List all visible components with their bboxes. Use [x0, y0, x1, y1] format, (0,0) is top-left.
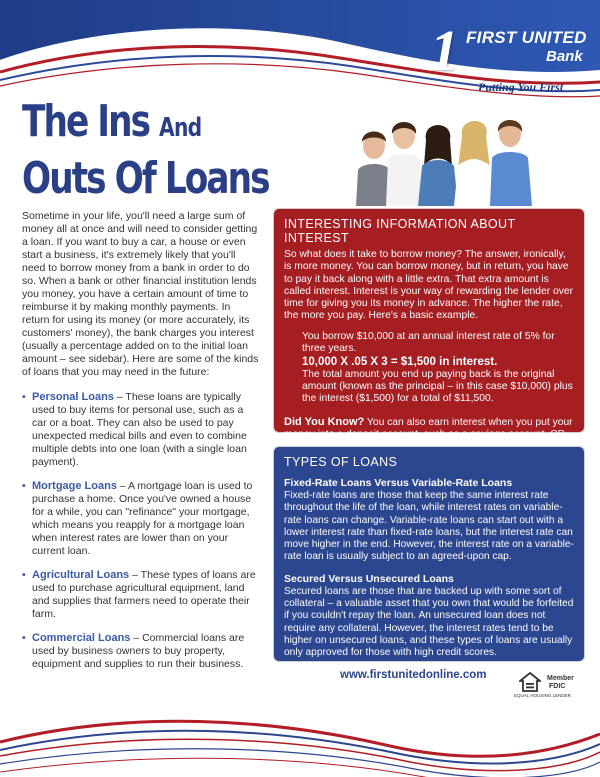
title-line2: Outs Of Loans: [22, 153, 269, 204]
bullet-icon: •: [22, 480, 26, 492]
loan-description: – These loans are typically used to buy items for personal use, such as a car or a boat. They can also be used to pay unexpected medical bills and even to combine multiple debts into one loan (with a single loan payment).: [32, 391, 247, 468]
section-title: Secured Versus Unsecured Loans: [284, 572, 454, 585]
main-article: [22, 210, 260, 682]
intro-paragraph: Sometime in your life, you'll need a large sum of money all at once and will need to consider getting a loan. If you want to buy a car, a house or even start a business, it's extremely likely that you'll need to borrow money from a bank in order to do so. When a bank or other financial institution lends you money, you have a certain amount of time to reimburse it by making monthly payments. In return for using its money (or more accurately, its customers' money), the bank charges you interest (usually a percentage added on to the initial loan amount – see sidebar). Here are some of the kinds of loans that you may need in the future:: [22, 210, 259, 378]
bank-logo: [430, 18, 595, 102]
interest-result: The total amount you end up paying back is the original amount (known as the principal – in this case $10,000) plus the interest ($1,500) for a total of $11,500.: [302, 368, 573, 405]
section-text: Secured loans are those that are backed up with some sort of collateral – a valuable asset that you own that would be forfeited if you couldn't repay the loan. An unsecured loan does not require any collateral. However, the interest rates tend to be higher on unsecured loans, and these types of loans are usually only approved for those with high credit scores.: [284, 585, 574, 659]
logo-tagline: Putting You First: [478, 80, 564, 94]
types-sidebar: [273, 446, 585, 662]
fdic-badge: Member FDIC: [547, 675, 574, 690]
did-you-know-label: Did You Know?: [284, 415, 365, 428]
bullet-icon: •: [22, 569, 26, 581]
did-you-know-text: You can also earn interest when you put your money into a deposit account, such as a savings account, CD: [284, 416, 573, 440]
interest-heading: INTERESTING INFORMATION ABOUT INTEREST: [284, 217, 516, 245]
footer-swoosh: [0, 690, 600, 777]
bullet-icon: •: [22, 632, 26, 644]
interest-sidebar: [273, 208, 585, 440]
website-link[interactable]: www.firstunitedonline.com: [340, 669, 487, 681]
interest-example: You borrow $10,000 at an annual interest rate of 5% for three years.: [302, 330, 555, 355]
section-title: Fixed-Rate Loans Versus Variable-Rate Loans: [284, 477, 513, 489]
loan-description: – Commercial loans are used by business owners to buy property, equipment and supplies to run their business.: [32, 632, 245, 670]
loan-description: – These types of loans are used to purchase agricultural equipment, land and supplies that farmers need to operate their farm.: [32, 569, 256, 620]
title-line1: The Ins And: [22, 96, 202, 147]
logo-bank: Bank: [546, 48, 583, 65]
loan-item: [22, 632, 260, 671]
loan-item: [22, 569, 260, 621]
bullet-icon: •: [22, 391, 26, 403]
section-text: Fixed-rate loans are those that keep the same interest rate throughout the life of the loan, while interest rates on variable-rate loans can change. Variable-rate loans can start out with a lower interest rate than fixed-rate loans, but the interest rate can move higher in the end. However, the interest rate on a variable-rate loan is usually subject to an agreed-upon cap.: [284, 490, 574, 563]
loan-item: [22, 480, 260, 558]
loan-description: – A mortgage loan is used to purchase a home. Once you've owned a house for a while, you can "refinance" your mortgage, which means you reapply for a mortgage loan when interest rates are lower than on your current loan.: [32, 480, 253, 557]
loan-name: Personal Loans: [32, 391, 114, 403]
interest-body: So what does it take to borrow money? The answer, ironically, is more money. You can borrow money, but in return, you have to pay it back along with a little extra. That extra amount is called interest. Interest is your way of rewarding the lender over time for giving you its money in advance. The higher the rate, the more you pay. Here's a basic example.: [284, 249, 574, 322]
logo-name: FIRST UNITED: [466, 28, 587, 47]
loan-name: Commercial Loans: [32, 632, 131, 644]
eho-label: EQUAL HOUSING LENDER: [514, 693, 571, 698]
loan-name: Mortgage Loans: [32, 480, 117, 492]
logo-numeral: 1: [430, 18, 459, 83]
page-title: [22, 98, 342, 212]
loan-name: Agricultural Loans: [32, 569, 130, 581]
types-heading: TYPES OF LOANS: [284, 455, 398, 469]
loan-item: [22, 391, 260, 469]
group-photo-icon: [352, 106, 540, 206]
interest-formula: 10,000 X .05 X 3 = $1,500 in interest.: [302, 356, 498, 369]
